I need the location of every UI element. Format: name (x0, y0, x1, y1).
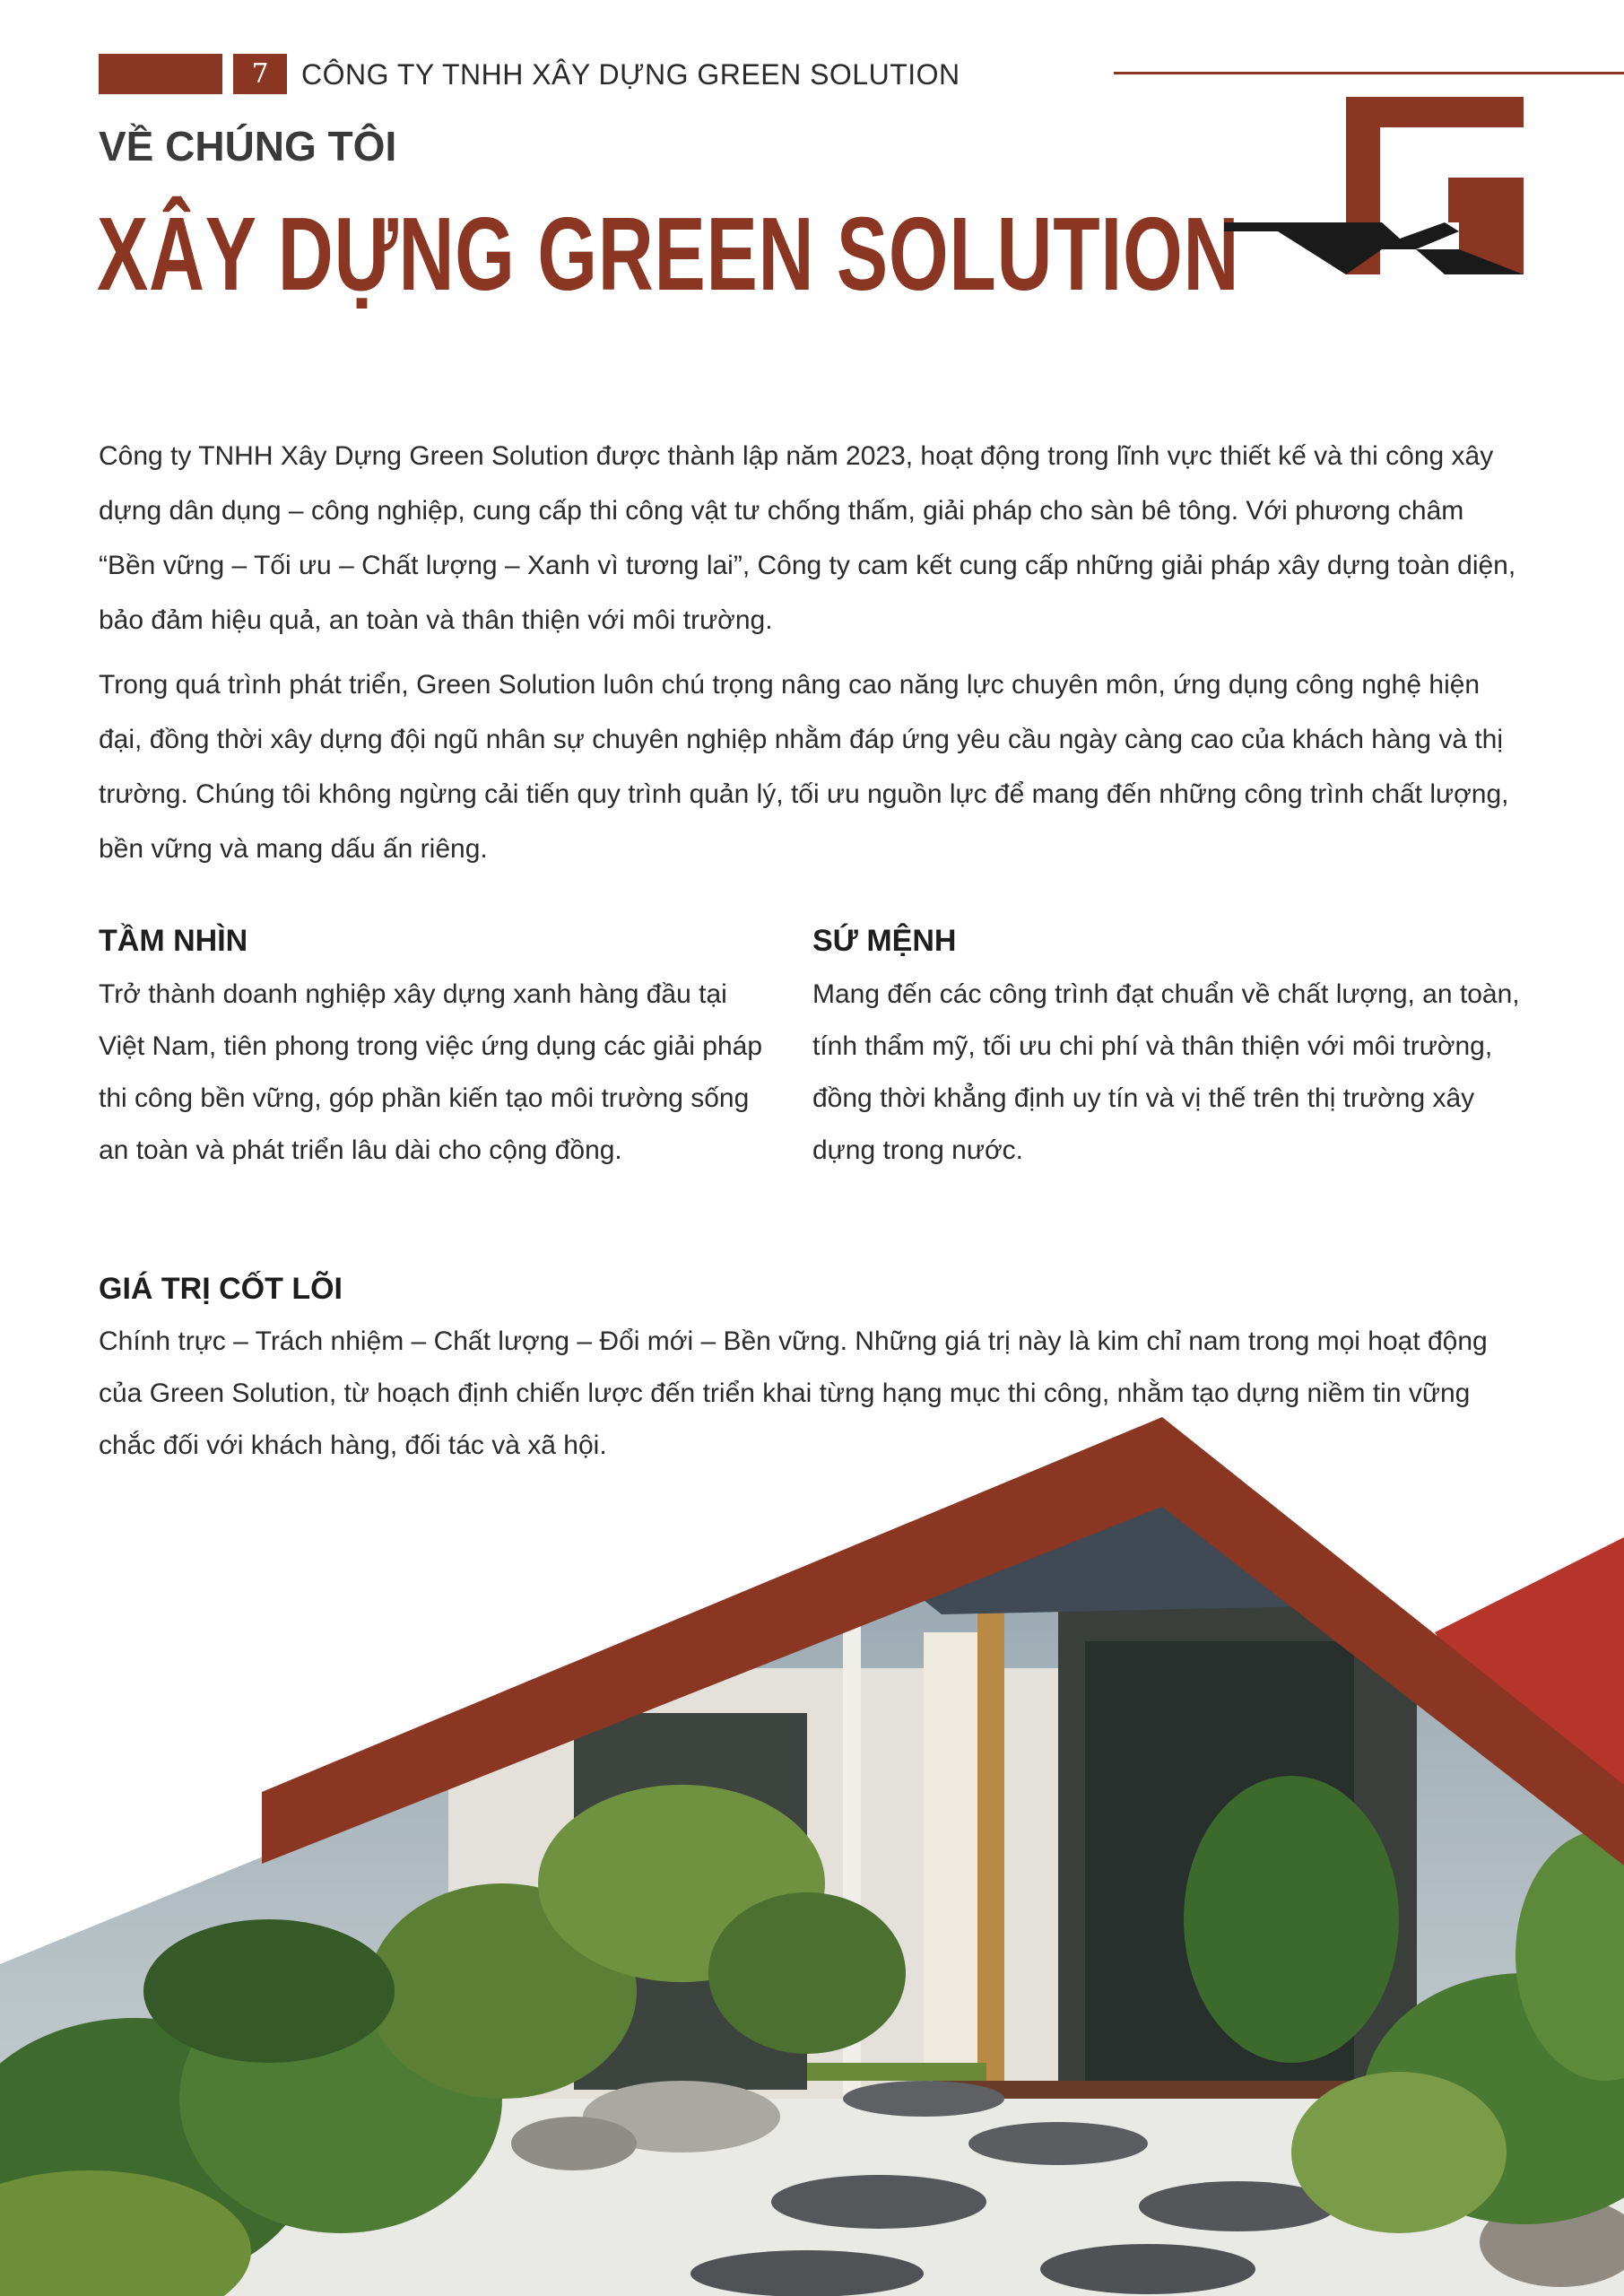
header-rule (1114, 72, 1624, 74)
mission-text: Mang đến các công trình đạt chuẩn về chất lượng, an toàn, tính thẩm mỹ, tối ưu chi phí và thân thiện với môi trường, đồng thời khẳng định uy tín và vị thế trên thị trường xây dựng trong nước. (812, 979, 1520, 1165)
development-paragraph: Trong quá trình phát triển, Green Solution luôn chú trọng nâng cao năng lực chuyên môn, ứng dụng công nghệ hiện đại, đồng thời xây dựng đội ngũ nhân sự chuyên nghiệp nhằm đáp ứng yêu cầu ngày càng cao của khách hàng và thị trường. Chúng tôi không ngừng cải tiến quy trình quản lý, tối ưu nguồn lực để mang đến những công trình chất lượng, bền vững và mang dấu ấn riêng. (99, 670, 1509, 864)
header-accent-bar (99, 54, 222, 94)
core-values-heading: GIÁ TRỊ CỐT LÕI (99, 1272, 343, 1306)
intro-paragraph: Công ty TNHH Xây Dựng Green Solution được thành lập năm 2023, hoạt động trong lĩnh vực thiết kế và thi công xây dựng dân dụng – công nghiệp, cung cấp thi công vật tư chống thấm, giải pháp cho sàn bê tông. Với phương châm “Bền vững – Tối ưu – Chất lượng – Xanh vì tương lai”, Công ty cam kết cung cấp những giải pháp xây dựng toàn diện, bảo đảm hiệu quả, an toàn và thân thiện với môi trường. (99, 441, 1516, 635)
page-title: XÂY DỰNG GREEN SOLUTION (97, 196, 1240, 312)
vision-heading: TẦM NHÌN (99, 924, 248, 958)
company-name: CÔNG TY TNHH XÂY DỰNG GREEN SOLUTION (301, 58, 960, 91)
page-number: 7 (233, 54, 287, 94)
mission-heading: SỨ MỆNH (812, 924, 957, 958)
vision-text: Trở thành doanh nghiệp xây dựng xanh hàng đầu tại Việt Nam, tiên phong trong việc ứng dụng các giải pháp thi công bền vững, góp phần kiến tạo môi trường sống an toàn và phát triển lâu dài cho cộng đồng. (99, 979, 763, 1165)
japanese-garden-house-photo-icon (0, 1417, 1624, 2296)
green-solution-g-logo-icon (1224, 97, 1529, 276)
section-subtitle: VỀ CHÚNG TÔI (99, 123, 397, 170)
core-values-text: Chính trực – Trách nhiệm – Chất lượng – Đổi mới – Bền vững. Những giá trị này là kim chỉ nam trong mọi hoạt động của Green Solution, từ hoạch định chiến lược đến triển khai từng hạng mục thi công, nhằm tạo dựng niềm tin vững chắc đối với khách hàng, đối tác và xã hội. (99, 1326, 1488, 1460)
